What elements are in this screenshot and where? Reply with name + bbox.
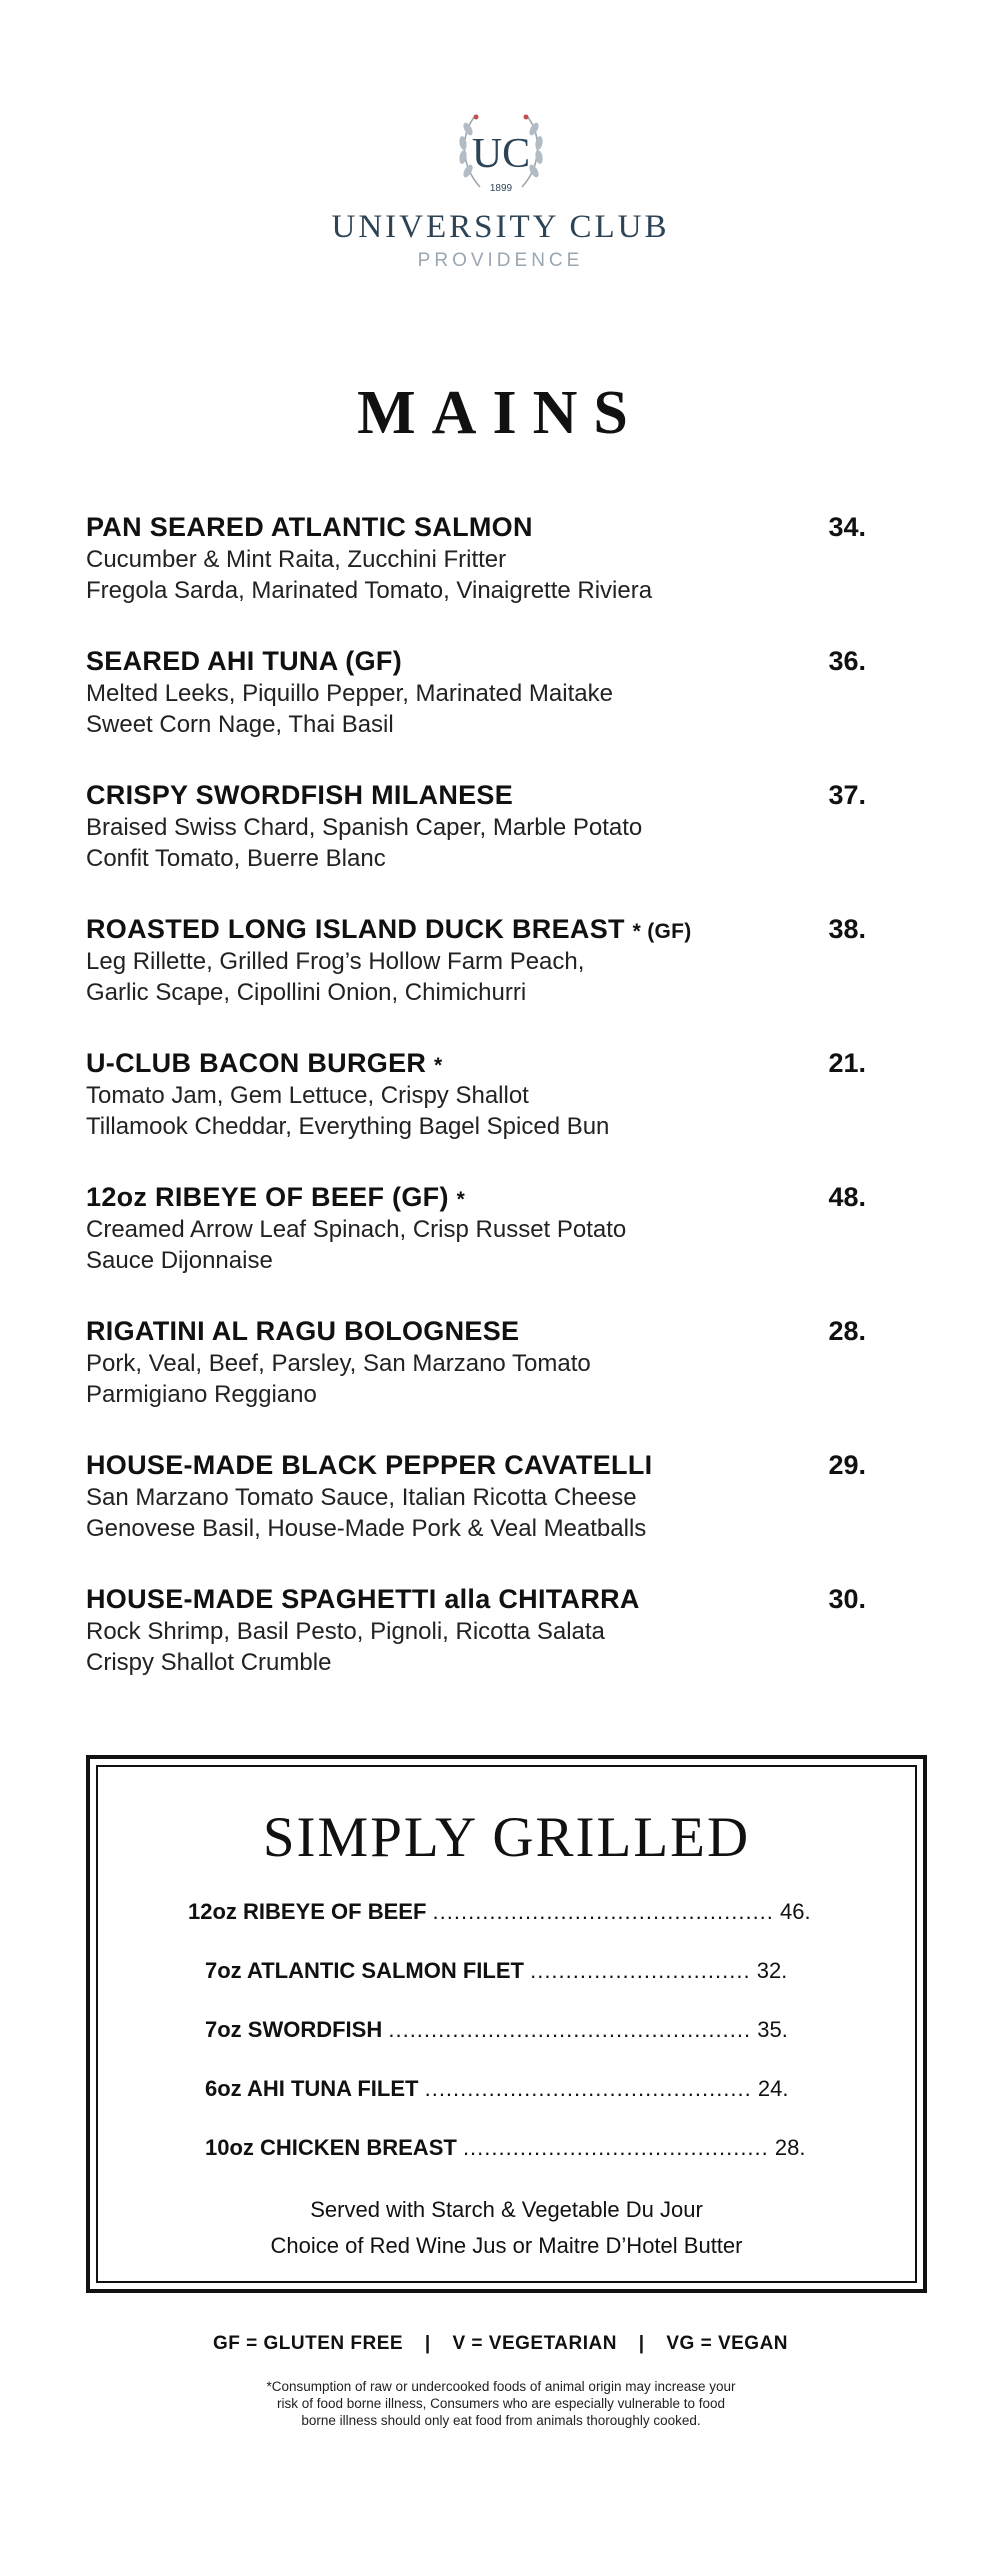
item-name: ROASTED LONG ISLAND DUCK BREAST * (GF) bbox=[86, 914, 692, 944]
grill-item-name: 7oz SWORDFISH bbox=[205, 2017, 383, 2042]
item-name: U-CLUB BACON BURGER * bbox=[86, 1048, 443, 1078]
grill-note-sauce: Choice of Red Wine Jus or Maitre D’Hotel Butter bbox=[270, 2233, 743, 2258]
item-desc: Crispy Shallot Crumble bbox=[86, 1649, 332, 1676]
mains-heading: MAINS bbox=[357, 379, 644, 447]
grill-item-chicken bbox=[205, 2134, 806, 2162]
simply-grilled-box bbox=[86, 1755, 927, 2293]
item-desc: San Marzano Tomato Sauce, Italian Ricotta Cheese bbox=[86, 1484, 637, 1511]
grill-item-salmon bbox=[205, 1957, 787, 1985]
disclaimer-line: borne illness should only eat food from animals thoroughly cooked. bbox=[301, 2413, 701, 2428]
item-desc: Garlic Scape, Cipollini Onion, Chimichurri bbox=[86, 979, 527, 1006]
legend-gluten-free: GF = GLUTEN FREE bbox=[212, 2333, 404, 2354]
grill-item-name: 12oz RIBEYE OF BEEF bbox=[188, 1899, 427, 1924]
item-price: 48. bbox=[828, 1182, 866, 1212]
disclaimer-line: *Consumption of raw or undercooked foods of animal origin may increase your bbox=[266, 2379, 736, 2394]
grill-item-leader: ................................................ bbox=[432, 1899, 774, 1924]
legend-separator: | bbox=[424, 2333, 431, 2354]
food-safety-disclaimer bbox=[195, 2378, 807, 2429]
item-price: 21. bbox=[828, 1048, 866, 1078]
legend-separator: | bbox=[638, 2333, 645, 2354]
grill-item-ribeye bbox=[188, 1898, 811, 1926]
item-name: HOUSE-MADE SPAGHETTI alla CHITARRA bbox=[86, 1584, 640, 1614]
menu-item-salmon bbox=[86, 510, 866, 644]
item-desc: Rock Shrimp, Basil Pesto, Pignoli, Ricotta Salata bbox=[86, 1618, 605, 1645]
item-desc: Confit Tomato, Buerre Blanc bbox=[86, 845, 386, 872]
item-desc: Pork, Veal, Beef, Parsley, San Marzano Tomato bbox=[86, 1350, 591, 1377]
menu-item-duck bbox=[86, 912, 866, 1046]
grill-item-leader: ............................... bbox=[530, 1958, 751, 1983]
club-name: UNIVERSITY CLUB bbox=[331, 209, 670, 245]
grill-item-leader: .............................................. bbox=[424, 2076, 752, 2101]
item-suffix: * (GF) bbox=[632, 920, 692, 943]
item-suffix: * bbox=[434, 1054, 443, 1077]
item-desc: Tomato Jam, Gem Lettuce, Crispy Shallot bbox=[86, 1082, 529, 1109]
menu-item-burger bbox=[86, 1046, 866, 1180]
item-name: PAN SEARED ATLANTIC SALMON bbox=[86, 512, 533, 542]
club-city: PROVIDENCE bbox=[417, 250, 584, 271]
item-name: SEARED AHI TUNA (GF) bbox=[86, 646, 402, 676]
item-name: HOUSE-MADE BLACK PEPPER CAVATELLI bbox=[86, 1450, 653, 1480]
item-desc: Genovese Basil, House-Made Pork & Veal Meatballs bbox=[86, 1515, 647, 1542]
grill-note-sides: Served with Starch & Vegetable Du Jour bbox=[310, 2197, 703, 2222]
item-price: 38. bbox=[828, 914, 866, 944]
menu-item-ribeye bbox=[86, 1180, 866, 1314]
item-price: 37. bbox=[828, 780, 866, 810]
logo-monogram: UC bbox=[471, 131, 530, 177]
menu-item-swordfish bbox=[86, 778, 866, 912]
item-price: 29. bbox=[828, 1450, 866, 1480]
legend-vegetarian: V = VEGETARIAN bbox=[452, 2333, 617, 2354]
menu-item-ahi-tuna bbox=[86, 644, 866, 778]
item-desc: Creamed Arrow Leaf Spinach, Crisp Russet Potato bbox=[86, 1216, 627, 1243]
item-name: CRISPY SWORDFISH MILANESE bbox=[86, 780, 514, 810]
item-desc: Cucumber & Mint Raita, Zucchini Fritter bbox=[86, 546, 507, 573]
item-name: RIGATINI AL RAGU BOLOGNESE bbox=[86, 1316, 520, 1346]
grill-item-leader: ........................................... bbox=[462, 2135, 769, 2160]
item-price: 30. bbox=[828, 1584, 866, 1614]
grill-item-swordfish bbox=[205, 2016, 788, 2044]
logo-year: 1899 bbox=[489, 183, 512, 194]
grill-item-name: 10oz CHICKEN BREAST bbox=[205, 2135, 457, 2160]
legend-vegan: VG = VEGAN bbox=[666, 2333, 789, 2354]
club-logo bbox=[0, 95, 1001, 272]
menu-item-spaghetti bbox=[86, 1582, 866, 1716]
menu-item-cavatelli bbox=[86, 1448, 866, 1582]
simply-grilled-heading: SIMPLY GRILLED bbox=[262, 1806, 751, 1869]
laurel-crest-icon bbox=[446, 95, 556, 205]
simply-grilled-inner-border bbox=[96, 1765, 917, 2283]
item-suffix: * bbox=[456, 1188, 466, 1211]
item-price: 34. bbox=[828, 512, 866, 542]
dietary-legend bbox=[0, 2333, 1001, 2355]
grill-item-price: 28. bbox=[774, 2135, 806, 2160]
grill-item-price: 35. bbox=[757, 2017, 788, 2042]
item-desc: Leg Rillette, Grilled Frog’s Hollow Farm Peach, bbox=[86, 948, 585, 975]
menu-item-rigatini bbox=[86, 1314, 866, 1448]
item-desc: Sauce Dijonnaise bbox=[86, 1247, 273, 1274]
item-desc: Parmigiano Reggiano bbox=[86, 1381, 317, 1408]
grill-item-price: 46. bbox=[780, 1899, 811, 1924]
item-desc: Fregola Sarda, Marinated Tomato, Vinaigrette Riviera bbox=[86, 577, 653, 604]
mains-list bbox=[86, 510, 866, 1716]
item-desc: Tillamook Cheddar, Everything Bagel Spiced Bun bbox=[86, 1113, 610, 1140]
grill-item-leader: ................................................... bbox=[388, 2017, 752, 2042]
item-desc: Melted Leeks, Piquillo Pepper, Marinated Maitake bbox=[86, 680, 613, 707]
disclaimer-line: risk of food borne illness, Consumers who are especially vulnerable to food bbox=[277, 2396, 725, 2411]
item-desc: Braised Swiss Chard, Spanish Caper, Marble Potato bbox=[86, 814, 643, 841]
item-desc: Sweet Corn Nage, Thai Basil bbox=[86, 711, 394, 738]
item-name: 12oz RIBEYE OF BEEF (GF) * bbox=[86, 1182, 466, 1212]
item-price: 28. bbox=[828, 1316, 866, 1346]
grill-item-price: 24. bbox=[757, 2076, 789, 2101]
grill-item-name: 6oz AHI TUNA FILET bbox=[205, 2076, 419, 2101]
grill-item-price: 32. bbox=[756, 1958, 788, 1983]
item-price: 36. bbox=[828, 646, 866, 676]
grill-item-ahi-tuna bbox=[205, 2075, 788, 2103]
grill-item-name: 7oz ATLANTIC SALMON FILET bbox=[205, 1958, 524, 1983]
